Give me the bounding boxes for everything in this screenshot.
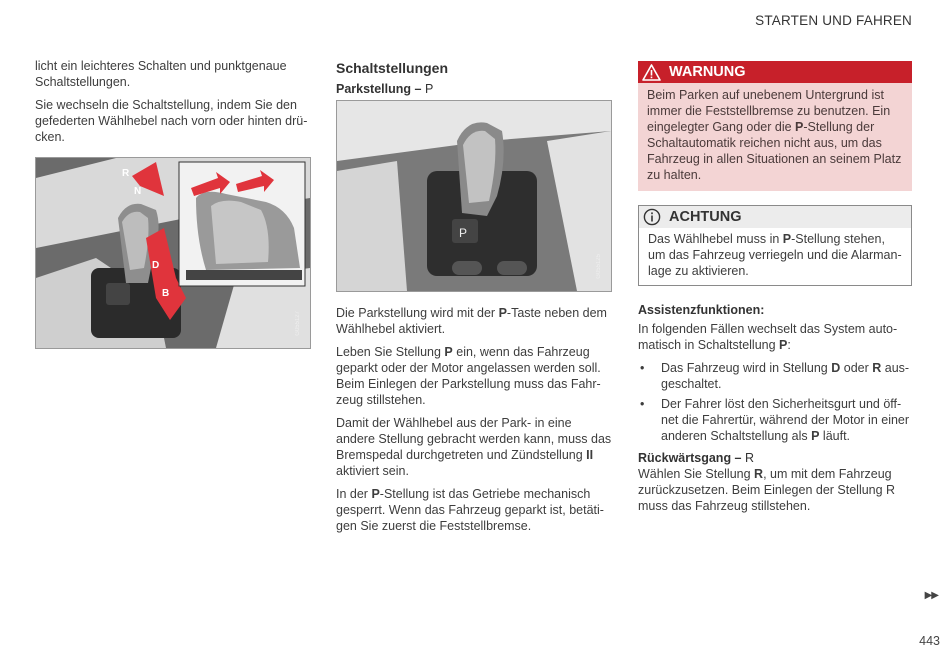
section-heading: Schaltstellungen [336,60,449,76]
gear-label-n: N [134,186,142,197]
list-item: • Der Fahrer löst den Sicherheitsgurt und öff-net die Fahrertür, während der Motor in einer anderen Schaltstellung als P läuft. [638,396,912,444]
list-item: • Das Fahrzeug wird in Stellung D oder R aus-geschaltet. [638,360,912,392]
note-header [639,206,911,228]
paragraph: Wählen Sie Stellung R, um mit dem Fahrzeug zurückzusetzen. Beim Einlegen der Stellung R muss das Fahrzeug stillstehen. [638,467,896,513]
gear-lever-shift-illustration [35,157,311,349]
column-2 [336,58,612,541]
gear-label-r: R [122,168,130,179]
gear-lever-illustration [36,158,310,348]
column-3 [638,58,912,521]
assist-heading: Assistenzfunktionen: [638,303,765,317]
paragraph: Die Parkstellung wird mit der P-Taste neben dem Wählhebel aktiviert. [336,306,607,336]
note-title: ACHTUNG [669,209,742,225]
warning-triangle-icon [642,64,661,81]
warning-text: Beim Parken auf unebenem Untergrund ist immer die Feststellbremse zu benutzen. Ein eingelegter Gang oder die P-Stellung der Schaltautomatik reichen nicht aus, um das Fahrzeug in allen Situationen an seinem Platz zu halten. [638,83,912,191]
figure-code: G055125 [596,254,602,279]
paragraph: In der P-Stellung ist das Getriebe mechanisch gesperrt. Wenn das Fahrzeug geparkt ist, betäti-gen Sie zuerst die Feststellbremse. [336,487,604,533]
park-lever-illustration [337,101,611,291]
page-number: 443 [919,634,940,648]
paragraph: Leben Sie Stellung P ein, wenn das Fahrzeug geparkt oder der Motor angelassen werden soll. Beim Einlegen der Parkstellung muss das Fahr-zeug stillstehen. [336,345,601,407]
assist-list [638,360,912,444]
paragraph: Damit der Wählhebel aus der Park- in eine andere Stellung gebracht werden kann, muss das Bremspedal durchgetreten und Zündstellung II aktiviert sein. [336,416,612,478]
section-title: STARTEN UND FAHREN [755,13,912,28]
info-icon [643,208,661,226]
svg-text:P: P [459,226,468,240]
park-position-illustration [336,100,612,292]
figure-code: G055127 [295,311,301,336]
subheading-park: Parkstellung – P [336,82,434,96]
warning-title: WARNUNG [669,64,746,80]
warning-header [638,61,912,83]
note-text: Das Wählhebel muss in P-Stellung stehen, um das Fahrzeug verriegeln und die Alarman-lage zu aktivieren. [648,232,902,278]
paragraph: licht ein leichteres Schalten und punktgenaue Schaltstellungen. [35,59,287,89]
column-1 [35,58,310,349]
warning-box [638,61,912,191]
paragraph: In folgenden Fällen wechselt das System auto-matisch in Schaltstellung P: [638,322,898,352]
gear-label-d: D [152,260,160,271]
next-page-icon[interactable]: ▶▶ [924,590,938,601]
note-box [638,205,912,286]
gear-label-b: B [162,288,170,299]
paragraph: Sie wechseln die Schaltstellung, indem Sie den gefederten Wählhebel nach vorn oder hinten drü-cken. [35,98,308,144]
subheading-reverse: Rückwärtsgang – R [638,451,755,465]
